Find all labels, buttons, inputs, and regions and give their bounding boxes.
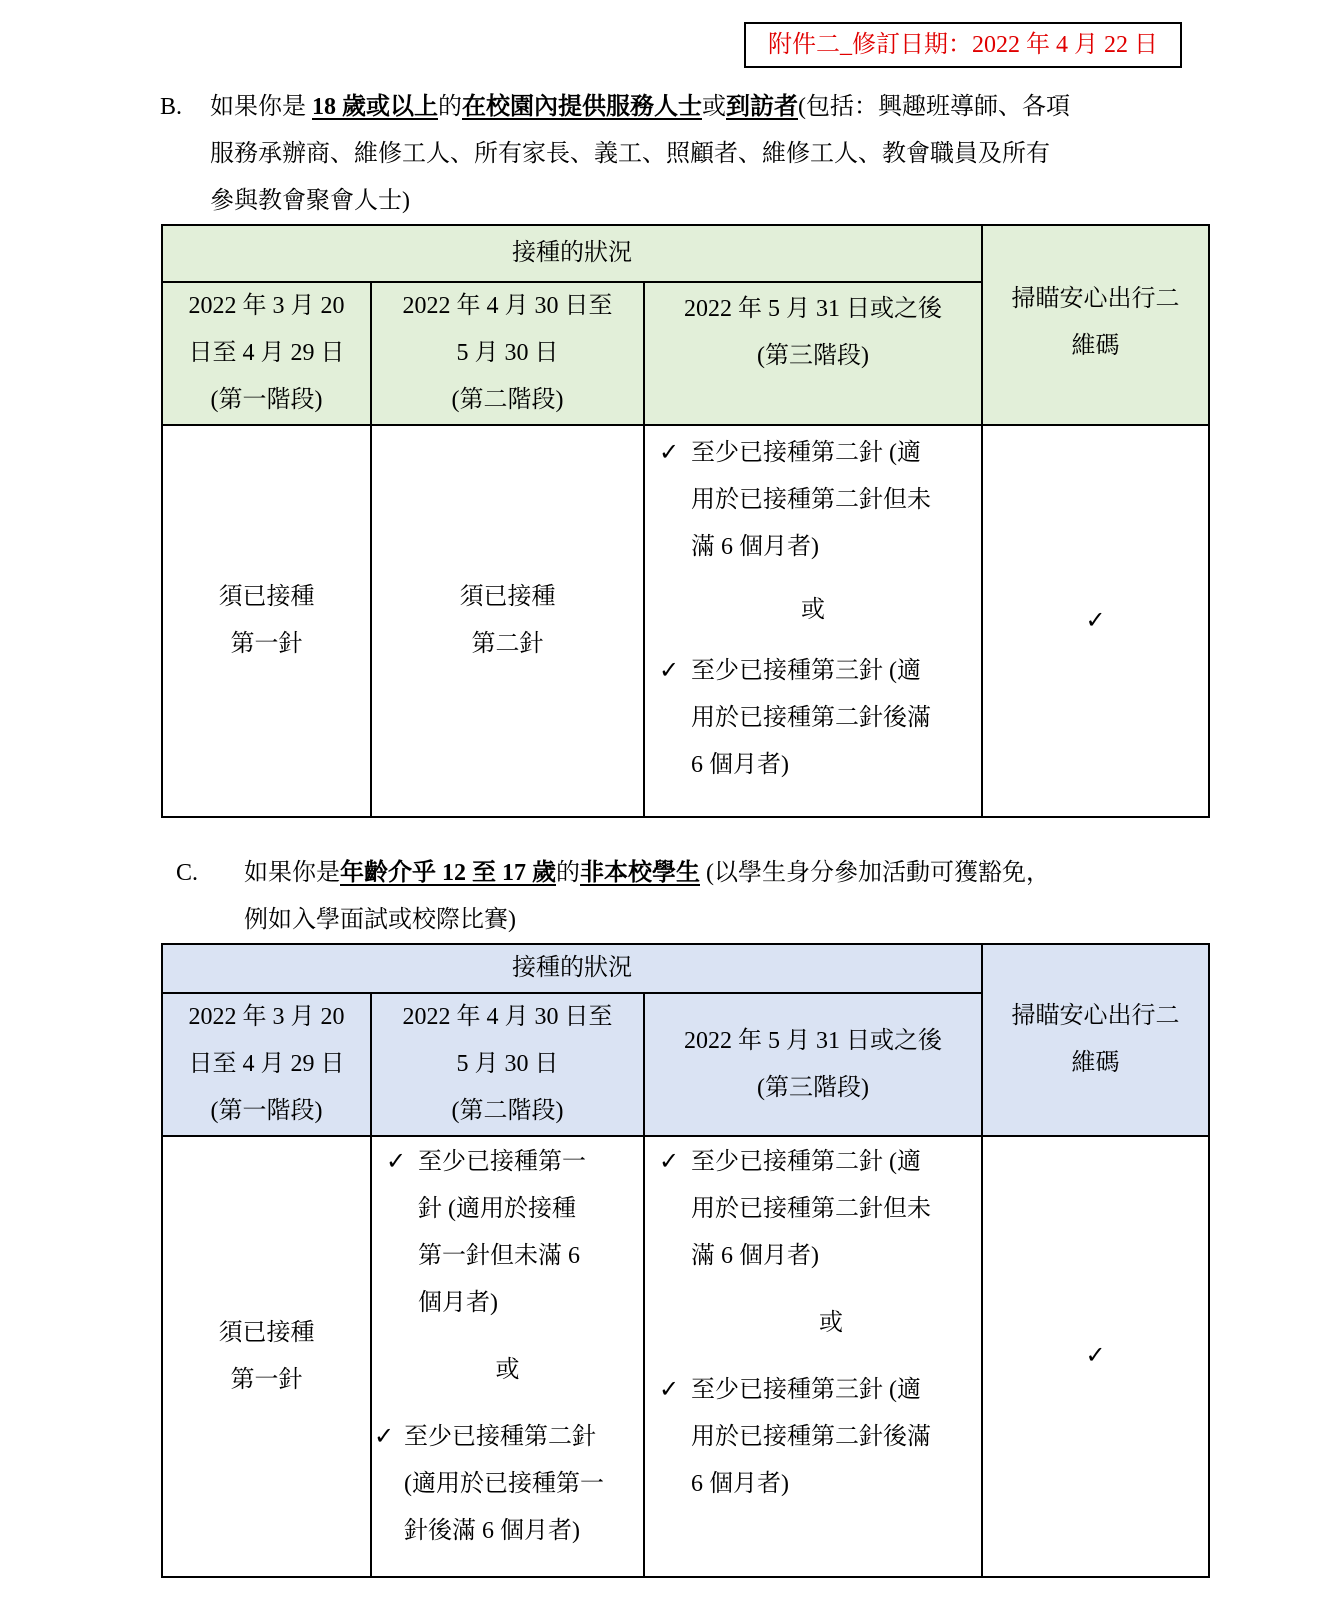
table-c-qr-header-line: 維碼 bbox=[1071, 1050, 1120, 1076]
phase-line: 5 月 30 日 bbox=[456, 1051, 559, 1077]
section-b-line1 bbox=[210, 84, 1070, 131]
section-c-who: 非本校學生 bbox=[580, 860, 700, 886]
option-line: 至少已接種第一 bbox=[418, 1149, 586, 1175]
section-b-line3: 參與教會聚會人士) bbox=[210, 188, 410, 214]
table-b-phase2-requirement bbox=[371, 425, 644, 817]
requirement-line: 第一針 bbox=[230, 1366, 303, 1393]
or-label: 或 bbox=[495, 1357, 520, 1383]
table-b-phase3-header bbox=[644, 282, 982, 425]
check-icon: ✓ bbox=[386, 1149, 407, 1175]
option-line: 至少已接種第三針 (適 bbox=[691, 658, 921, 684]
section-b-or: 或 bbox=[702, 94, 726, 120]
section-b-rest1: (包括：興趣班導師、各項 bbox=[798, 94, 1070, 120]
section-b-lead: 如果你是 bbox=[210, 94, 312, 120]
check-icon: ✓ bbox=[659, 1149, 680, 1175]
table-b-phase1-header bbox=[162, 282, 371, 425]
phase-line: (第三階段) bbox=[757, 1074, 869, 1101]
phase-line: (第一階段) bbox=[210, 1098, 323, 1124]
option-line: 個月者) bbox=[418, 1290, 498, 1316]
table-c-phase2-requirement bbox=[371, 1136, 644, 1577]
option-item bbox=[372, 1139, 643, 1327]
table-c bbox=[161, 943, 1210, 1578]
section-c-lead: 如果你是 bbox=[244, 860, 340, 886]
or-label: 或 bbox=[819, 1310, 844, 1336]
phase-line: 2022 年 4 月 30 日至 bbox=[402, 293, 613, 319]
requirement-line: 須已接種 bbox=[218, 584, 315, 610]
check-icon: ✓ bbox=[374, 1424, 395, 1450]
option-item bbox=[645, 1139, 981, 1280]
phase-line: 5 月 30 日 bbox=[456, 340, 559, 366]
option-line: 至少已接種第二針 bbox=[404, 1424, 596, 1450]
option-line: 用於已接種第二針後滿 bbox=[691, 1424, 931, 1450]
section-c-marker: C. bbox=[176, 860, 199, 886]
option-item bbox=[645, 648, 981, 789]
table-b-phase1-requirement bbox=[162, 425, 371, 817]
phase-line: 2022 年 5 月 31 日或之後 bbox=[684, 1027, 943, 1054]
requirement-line: 第一針 bbox=[230, 631, 303, 657]
requirement-line: 須已接種 bbox=[459, 584, 556, 610]
table-b-group-header: 接種的狀況 bbox=[162, 225, 982, 282]
option-item bbox=[372, 1414, 643, 1555]
table-b-phase2-header bbox=[371, 282, 644, 425]
phase-line: (第一階段) bbox=[210, 387, 323, 413]
section-b-role: 在校園內提供服務人士 bbox=[462, 94, 702, 120]
section-c-age: 年齡介乎 12 至 17 歲 bbox=[340, 860, 556, 886]
section-b-text bbox=[160, 84, 1190, 224]
table-c-qr-header bbox=[982, 944, 1209, 1136]
option-line: 用於已接種第二針後滿 bbox=[691, 705, 931, 731]
requirement-line: 第二針 bbox=[471, 631, 544, 657]
section-c-line2: 例如入學面試或校際比賽) bbox=[244, 907, 516, 933]
table-c-qr-header-line: 掃瞄安心出行二 bbox=[1011, 1003, 1180, 1029]
option-item bbox=[645, 1367, 981, 1508]
section-b-visitor: 到訪者 bbox=[726, 94, 798, 120]
table-b-qr-header-line: 掃瞄安心出行二 bbox=[1011, 286, 1180, 312]
table-b-phase3-requirement bbox=[644, 425, 982, 817]
option-item bbox=[645, 430, 981, 571]
section-c-rest1: (以學生身分參加活動可獲豁免， bbox=[700, 860, 1050, 886]
check-icon: ✓ bbox=[659, 440, 680, 466]
table-c-phase1-header bbox=[162, 993, 371, 1136]
phase-line: (第三階段) bbox=[757, 343, 869, 369]
annex-revision-date: 附件二_修訂日期：2022 年 4 月 22 日 bbox=[744, 22, 1182, 68]
section-b-of: 的 bbox=[438, 94, 462, 120]
option-line: 至少已接種第二針 (適 bbox=[691, 1149, 921, 1175]
section-c-text bbox=[176, 850, 1186, 944]
section-c-of: 的 bbox=[556, 860, 580, 886]
table-c-phase1-requirement bbox=[162, 1136, 371, 1577]
section-b-age: 18 歲或以上 bbox=[312, 94, 438, 120]
option-line: 針 (適用於接種 bbox=[418, 1196, 576, 1222]
option-line: 至少已接種第三針 (適 bbox=[691, 1377, 921, 1403]
section-b-marker: B. bbox=[160, 94, 183, 120]
table-c-phase3-requirement bbox=[644, 1136, 982, 1577]
option-line: 滿 6 個月者) bbox=[691, 534, 819, 560]
option-line: 6 個月者) bbox=[691, 1471, 789, 1497]
phase-line: 日至 4 月 29 日 bbox=[188, 340, 345, 366]
phase-line: 2022 年 3 月 20 bbox=[188, 1004, 345, 1030]
phase-line: 日至 4 月 29 日 bbox=[188, 1051, 345, 1077]
table-b bbox=[161, 224, 1210, 818]
table-c-qr-check: ✓ bbox=[982, 1136, 1209, 1577]
option-line: (適用於已接種第一 bbox=[404, 1471, 604, 1497]
table-b-qr-check: ✓ bbox=[982, 425, 1209, 817]
table-b-qr-header bbox=[982, 225, 1209, 425]
phase-line: (第二階段) bbox=[451, 387, 564, 413]
phase-line: 2022 年 3 月 20 bbox=[188, 293, 345, 319]
section-c-line1 bbox=[244, 850, 1050, 897]
option-line: 針後滿 6 個月者) bbox=[404, 1518, 580, 1544]
section-b-line2: 服務承辦商、維修工人、所有家長、義工、照顧者、維修工人、教會職員及所有 bbox=[210, 141, 1050, 167]
phase-line: (第二階段) bbox=[451, 1098, 564, 1124]
check-icon: ✓ bbox=[659, 658, 680, 684]
option-line: 6 個月者) bbox=[691, 752, 789, 778]
option-line: 用於已接種第二針但未 bbox=[691, 487, 931, 513]
table-b-qr-header-line: 維碼 bbox=[1071, 333, 1120, 359]
phase-line: 2022 年 4 月 30 日至 bbox=[402, 1004, 613, 1030]
option-line: 至少已接種第二針 (適 bbox=[691, 440, 921, 466]
requirement-line: 須已接種 bbox=[218, 1319, 315, 1346]
option-line: 滿 6 個月者) bbox=[691, 1243, 819, 1269]
or-label: 或 bbox=[801, 597, 826, 623]
option-line: 第一針但未滿 6 bbox=[418, 1243, 580, 1269]
table-c-phase3-header bbox=[644, 993, 982, 1136]
option-line: 用於已接種第二針但未 bbox=[691, 1196, 931, 1222]
phase-line: 2022 年 5 月 31 日或之後 bbox=[684, 296, 943, 322]
table-c-phase2-header bbox=[371, 993, 644, 1136]
check-icon: ✓ bbox=[659, 1377, 680, 1403]
table-c-group-header: 接種的狀況 bbox=[162, 944, 982, 993]
